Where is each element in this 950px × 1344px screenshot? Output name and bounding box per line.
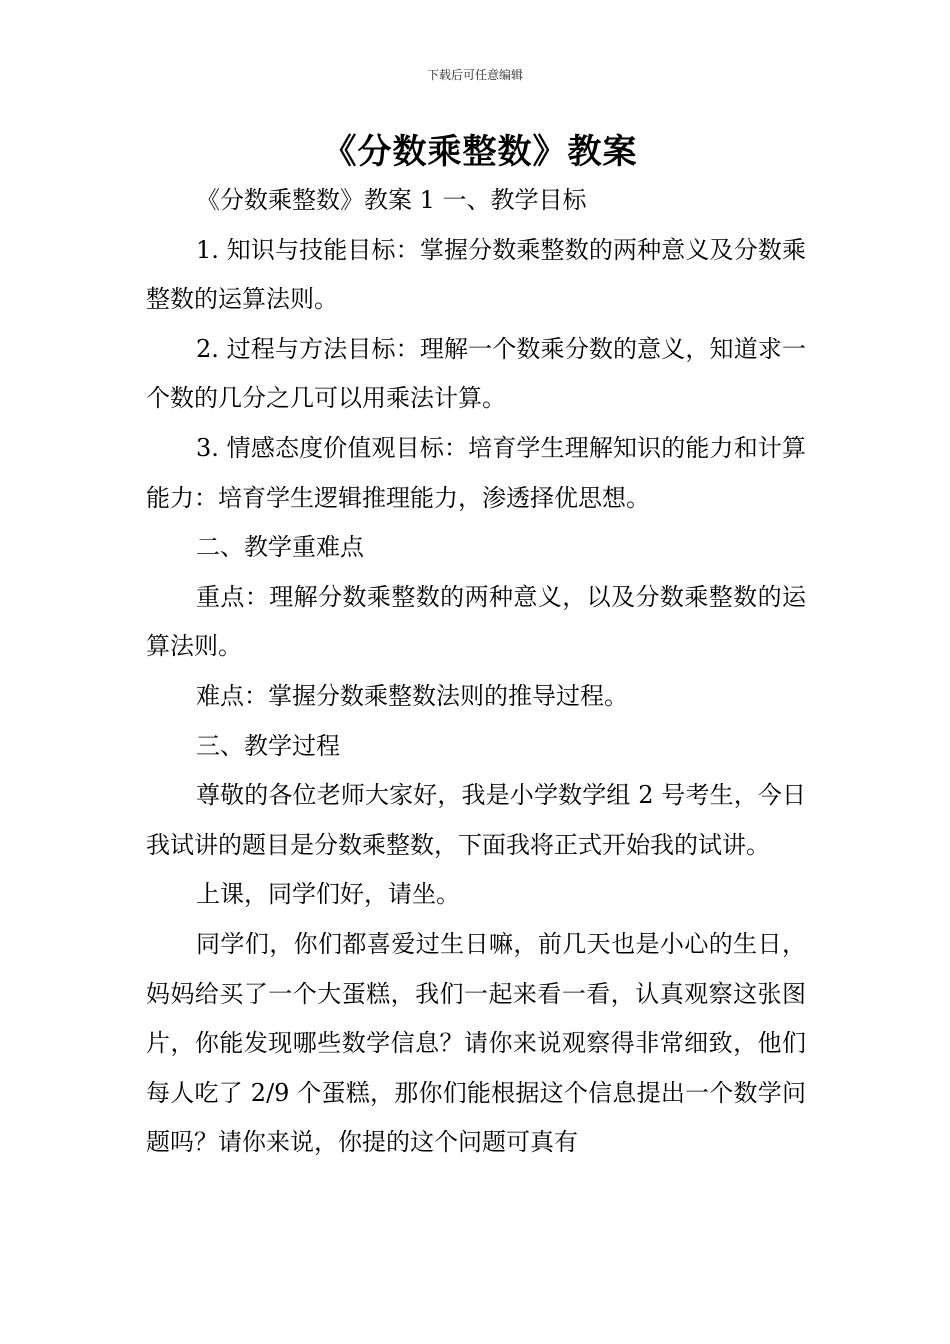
section-heading-process: 三、教学过程 [196, 731, 340, 760]
document-title: 《分数乘整数》教案 [322, 132, 638, 172]
header-note: 下载后可任意编辑 [426, 68, 523, 82]
document-body [146, 176, 806, 1168]
difficult-point-paragraph: 难点：掌握分数乘整数法则的推导过程。 [196, 681, 628, 710]
key-point-paragraph: 重点：理解分数乘整数的两种意义，以及分数乘整数的运算法则。 [146, 582, 806, 661]
class-start-paragraph: 上课，同学们好，请坐。 [196, 880, 460, 909]
section-heading-key-points: 二、教学重难点 [196, 533, 364, 562]
objective-attitudes-values: 3. 情感态度价值观目标：培育学生理解知识的能力和计算能力：培育学生逻辑推理能力，渗透择优思想。 [146, 433, 806, 512]
lesson-intro-paragraph: 同学们，你们都喜爱过生日嘛，前几天也是小心的生日，妈妈给买了一个大蛋糕，我们一起来看一看，认真观察这张图片，你能发现哪些数学信息？请你来说观察得非常细致，他们每人吃了 2/9 个蛋糕，那你们能根据这个信息提出一个数学问题吗？请你来说，你提的这个问题可真有 [146, 929, 806, 1157]
section-heading-objectives: 《分数乘整数》教案 1 一、教学目标 [196, 186, 587, 214]
objective-process-methods: 2. 过程与方法目标：理解一个数乘分数的意义，知道求一个数的几分之几可以用乘法计算。 [146, 334, 806, 413]
greeting-paragraph: 尊敬的各位老师大家好，我是小学数学组 2 号考生，今日我试讲的题目是分数乘整数，下面我将正式开始我的试讲。 [146, 781, 806, 859]
objective-knowledge-skills: 1. 知识与技能目标：掌握分数乘整数的两种意义及分数乘整数的运算法则。 [146, 235, 806, 314]
